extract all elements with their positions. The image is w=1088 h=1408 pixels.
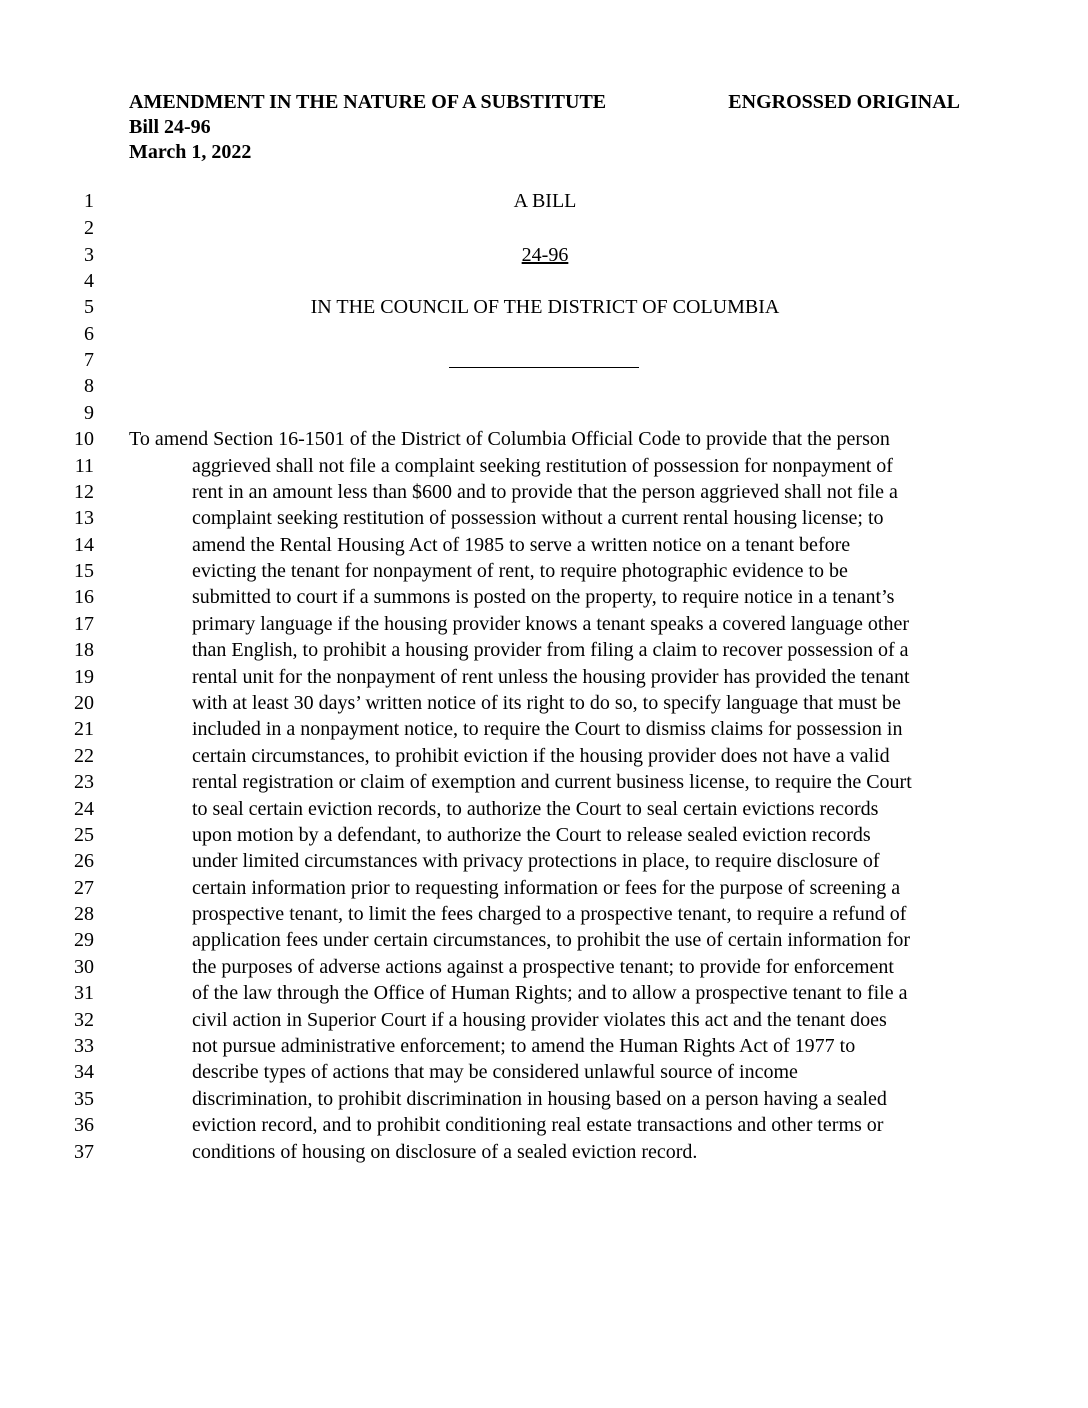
- line-number: 10: [74, 428, 94, 450]
- engrossed-label: ENGROSSED ORIGINAL: [728, 91, 960, 113]
- body-line: eviction record, and to prohibit conditioning real estate transactions and other terms or: [192, 1114, 884, 1136]
- amendment-title: AMENDMENT IN THE NATURE OF A SUBSTITUTE: [129, 91, 607, 113]
- line-number: 37: [74, 1141, 94, 1163]
- body-line: discrimination, to prohibit discrimination in housing based on a person having a sealed: [192, 1088, 887, 1110]
- line-number: 9: [84, 402, 94, 424]
- bill-number: Bill 24-96: [129, 116, 211, 138]
- a-bill-heading: A BILL: [513, 190, 577, 212]
- body-line: describe types of actions that may be considered unlawful source of income: [192, 1061, 798, 1083]
- line-number: 11: [74, 455, 94, 477]
- line-number: 5: [84, 296, 94, 318]
- body-line: the purposes of adverse actions against a prospective tenant; to provide for enforcement: [192, 956, 894, 978]
- line-number: 35: [74, 1088, 94, 1110]
- line-number: 18: [74, 639, 94, 661]
- line-number: 4: [84, 270, 94, 292]
- body-line: rental unit for the nonpayment of rent unless the housing provider has provided the tenant: [192, 666, 910, 688]
- body-line: rental registration or claim of exemption and current business license, to require the Court: [192, 771, 912, 793]
- bill-id-text: 24-96: [521, 244, 569, 266]
- line-number: 8: [84, 375, 94, 397]
- line-number: 27: [74, 877, 94, 899]
- line-number: 22: [74, 745, 94, 767]
- council-heading: IN THE COUNCIL OF THE DISTRICT OF COLUMBIA: [310, 296, 780, 318]
- body-line: rent in an amount less than $600 and to provide that the person aggrieved shall not file a: [192, 481, 898, 503]
- body-line: application fees under certain circumstances, to prohibit the use of certain information for: [192, 929, 911, 951]
- bill-id-heading: [129, 242, 961, 268]
- line-number: 7: [84, 349, 94, 371]
- line-number: 1: [84, 190, 94, 212]
- body-line: included in a nonpayment notice, to require the Court to dismiss claims for possession in: [192, 718, 903, 740]
- line-number: 34: [74, 1061, 94, 1083]
- body-line: conditions of housing on disclosure of a sealed eviction record.: [192, 1141, 698, 1163]
- line-number: 20: [74, 692, 94, 714]
- body-line: of the law through the Office of Human Rights; and to allow a prospective tenant to file a: [192, 982, 908, 1004]
- line-number: 19: [74, 666, 94, 688]
- body-line: complaint seeking restitution of possession without a current rental housing license; to: [192, 507, 884, 529]
- body-line: evicting the tenant for nonpayment of rent, to require photographic evidence to be: [192, 560, 848, 582]
- body-line: civil action in Superior Court if a housing provider violates this act and the tenant does: [192, 1009, 887, 1031]
- line-number: 24: [74, 798, 94, 820]
- line-number: 3: [84, 244, 94, 266]
- signature-rule: [449, 367, 639, 368]
- line-number: 32: [74, 1009, 94, 1031]
- body-line: than English, to prohibit a housing provider from filing a claim to recover possession of a: [192, 639, 909, 661]
- bill-date: March 1, 2022: [129, 141, 252, 163]
- line-number: 30: [74, 956, 94, 978]
- body-line: upon motion by a defendant, to authorize the Court to release sealed eviction records: [192, 824, 871, 846]
- line-number: 28: [74, 903, 94, 925]
- line-number: 2: [84, 217, 94, 239]
- body-line: certain information prior to requesting information or fees for the purpose of screening a: [192, 877, 901, 899]
- body-line: amend the Rental Housing Act of 1985 to serve a written notice on a tenant before: [192, 534, 851, 556]
- line-number: 31: [74, 982, 94, 1004]
- body-line: under limited circumstances with privacy protections in place, to require disclosure of: [192, 850, 880, 872]
- line-number: 21: [74, 718, 94, 740]
- line-number: 15: [74, 560, 94, 582]
- line-number: 36: [74, 1114, 94, 1136]
- line-number: 23: [74, 771, 94, 793]
- body-line: certain circumstances, to prohibit eviction if the housing provider does not have a valid: [192, 745, 890, 767]
- line-number: 29: [74, 929, 94, 951]
- body-line: primary language if the housing provider knows a tenant speaks a covered language other: [192, 613, 909, 635]
- body-line: aggrieved shall not file a complaint seeking restitution of possession for nonpayment of: [192, 455, 893, 477]
- body-line: to seal certain eviction records, to authorize the Court to seal certain evictions records: [192, 798, 879, 820]
- line-number: 17: [74, 613, 94, 635]
- line-number: 12: [74, 481, 94, 503]
- body-line: To amend Section 16-1501 of the District of Columbia Official Code to provide that the person: [129, 428, 890, 450]
- body-line: prospective tenant, to limit the fees charged to a prospective tenant, to require a refund of: [192, 903, 907, 925]
- line-number: 33: [74, 1035, 94, 1057]
- body-line: submitted to court if a summons is posted on the property, to require notice in a tenant’s: [192, 586, 895, 608]
- line-number: 16: [74, 586, 94, 608]
- line-number: 14: [74, 534, 94, 556]
- line-number: 6: [84, 323, 94, 345]
- body-line: with at least 30 days’ written notice of its right to do so, to specify language that must be: [192, 692, 901, 714]
- line-number: 26: [74, 850, 94, 872]
- line-number: 25: [74, 824, 94, 846]
- line-number: 13: [74, 507, 94, 529]
- body-line: not pursue administrative enforcement; to amend the Human Rights Act of 1977 to: [192, 1035, 856, 1057]
